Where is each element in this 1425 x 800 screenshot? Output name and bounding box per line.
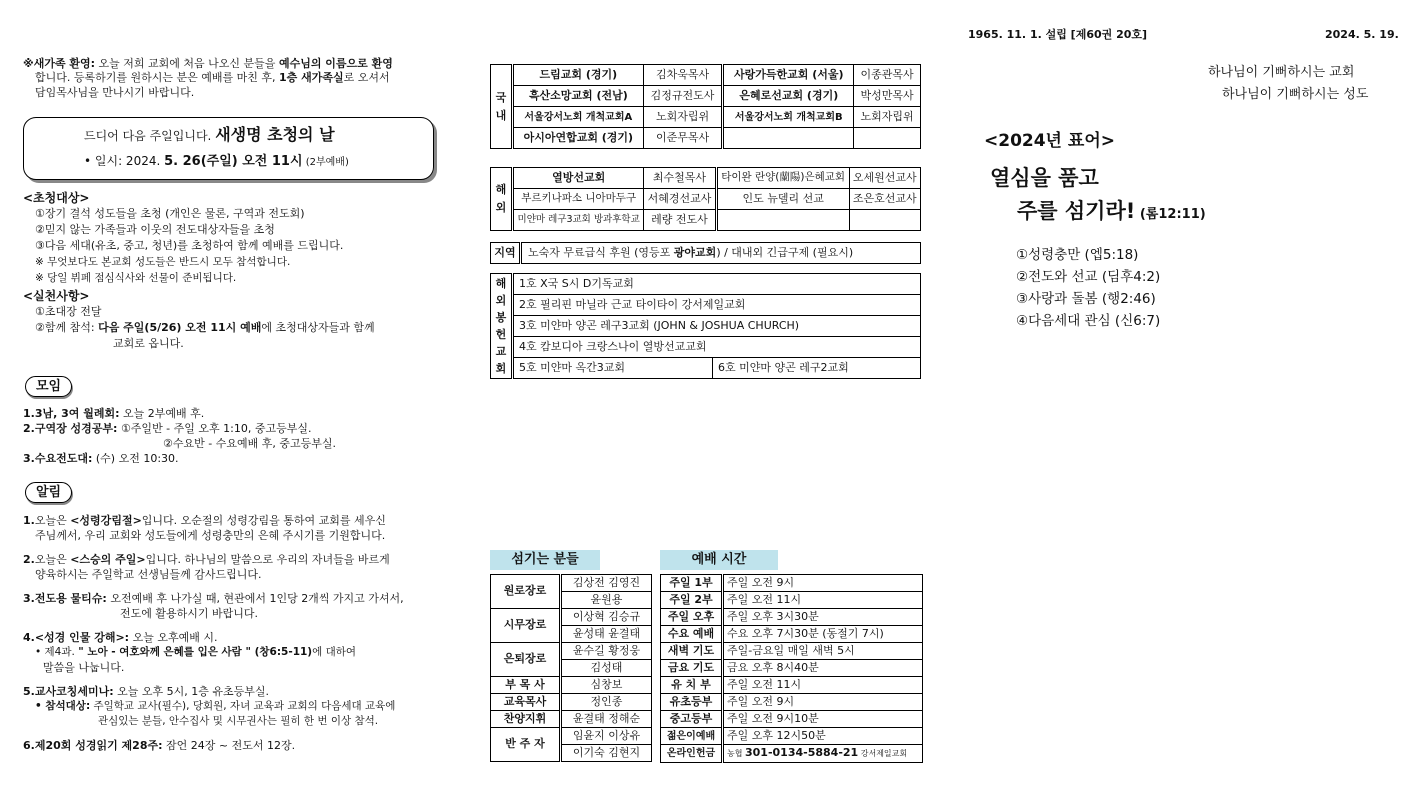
service-name: 주일 2부 — [661, 592, 723, 609]
service-name: 유초등부 — [661, 694, 723, 711]
server-role: 반 주 자 — [491, 728, 561, 762]
motto-point: ①성령충만 (엡5:18) — [1016, 247, 1139, 263]
notice-head: 3.전도용 물티슈: — [23, 592, 107, 605]
planted-row: 5호 미얀마 옥간3교회 — [513, 358, 713, 379]
notice-text: 관심있는 분들, 안수집사 및 시무권사는 필히 한 번 이상 참석. — [98, 715, 379, 727]
welcome-text3: 로 오셔서 — [343, 71, 390, 85]
service-name: 유 치 부 — [661, 677, 723, 694]
slogan-line1: 열심을 품고 — [990, 166, 1099, 190]
notice-bold: • 참석대상: — [35, 700, 91, 712]
server-role: 은퇴장로 — [491, 643, 561, 677]
servers-table — [490, 574, 652, 762]
overseas-missions-table — [490, 167, 921, 231]
motto-point: ③사랑과 돌봄 (행2:46) — [1016, 291, 1156, 307]
region-text: ) / 대내외 긴급구제 (필요시) — [716, 245, 854, 259]
online-offering-label: 온라인헌금 — [661, 745, 723, 763]
mission-cell: 흑산소망교회 (전남) — [513, 86, 644, 107]
notice-bold: " 노아 - 여호와께 은혜를 입은 사람 " (창6:5-11) — [78, 646, 313, 658]
motto-point: ④다음세대 관심 (신6:7) — [1016, 313, 1161, 329]
notice-text: 오늘은 — [34, 553, 71, 566]
welcome-head: ※새가족 환영: — [23, 57, 96, 70]
notice-text: 말씀을 나눕니다. — [43, 661, 125, 674]
meetings-label: 모임 — [25, 376, 72, 397]
service-time: 주일 오전 11시 — [723, 677, 923, 694]
planted-row: 4호 캄보디아 크랑스나이 열방선교교회 — [513, 337, 921, 358]
service-name: 새벽 기도 — [661, 643, 723, 660]
service-name: 젊은이예배 — [661, 728, 723, 745]
meetings-list — [23, 406, 336, 466]
domestic-label: 국 내 — [491, 65, 513, 149]
mission-cell: 타이완 란양(蘭陽)은혜교회 — [716, 168, 849, 189]
server-names: 윤수길 황정웅 — [561, 643, 652, 660]
service-time: 수요 오후 7시30분 (동절기 7시) — [723, 626, 923, 643]
notice-head: 6.제20회 성경읽기 제28주: — [23, 739, 163, 752]
service-time: 금요 오후 8시40분 — [723, 660, 923, 677]
motto-church: 하나님이 기뻐하시는 교회 — [1208, 65, 1355, 80]
worship-title: 예배 시간 — [660, 550, 778, 570]
notice-num: 2. — [23, 553, 35, 566]
region-text: 노숙자 무료급식 후원 (영등포 — [528, 245, 674, 259]
welcome-bold: 예수님의 이름으로 환영 — [278, 57, 393, 70]
server-names: 김상전 김영진 — [561, 575, 652, 592]
server-names: 김성태 — [561, 660, 652, 677]
planted-row: 6호 미얀마 양곤 레구2교회 — [713, 358, 921, 379]
invite-targets — [23, 190, 443, 352]
notice-text: 오늘 오후예배 시. — [129, 631, 218, 644]
planted-row: 2호 필리핀 마닐라 근교 타이타이 강서제일교회 — [513, 295, 921, 316]
welcome-text2: 합니다. 등록하기를 원하시는 분은 예배를 마친 후, — [35, 71, 279, 85]
service-time: 주일 오전 11시 — [723, 592, 923, 609]
targets-heading: <초청대상> — [23, 191, 90, 205]
online-bank: 농협 — [727, 749, 745, 759]
service-time: 주일 오후 3시30분 — [723, 609, 923, 626]
year-motto-title: <2024년 표어> — [984, 131, 1115, 151]
notice-text: 전도에 활용하시기 바랍니다. — [120, 607, 259, 620]
mission-cell: 이종관목사 — [854, 65, 921, 86]
invite-pre: 드디어 다음 주일입니다. — [84, 129, 216, 143]
invite-box — [23, 117, 434, 180]
welcome-text4: 담임목사님을 만나시기 바랍니다. — [35, 85, 195, 99]
online-account-name: 강서제일교회 — [858, 749, 908, 759]
motto-points — [1016, 244, 1160, 332]
notice-text: 오늘은 — [34, 514, 71, 527]
server-names: 윤결태 정해순 — [561, 711, 652, 728]
service-time: 주일 오후 12시50분 — [723, 728, 923, 745]
planted-row: 1호 X국 S시 D기독교회 — [513, 274, 921, 295]
meeting-text: 오늘 2부예배 후. — [119, 407, 205, 420]
service-name: 금요 기도 — [661, 660, 723, 677]
mission-cell — [716, 210, 849, 231]
bulletin-date: 2024. 5. 19. — [1325, 28, 1399, 41]
target-note: ※ 무엇보다도 본교회 성도들은 반드시 모두 참석합니다. — [35, 256, 291, 268]
mission-cell: 노회자립위 — [643, 107, 723, 128]
motto-member: 하나님이 기뻐하시는 성도 — [1222, 87, 1369, 102]
server-names: 정인종 — [561, 694, 652, 711]
server-role: 시무장로 — [491, 609, 561, 643]
notice-bold: <성령강림절> — [70, 514, 142, 527]
server-role: 찬양지휘 — [491, 711, 561, 728]
target-item: ②믿지 않는 가족들과 이웃의 전도대상자들을 초청 — [35, 223, 275, 236]
practice-item: ②함께 참석: — [35, 321, 99, 334]
invite-when-post: (2부예배) — [302, 157, 349, 168]
notices-list — [23, 513, 453, 753]
slogan-ref: (롬12:11) — [1135, 207, 1206, 222]
region-table — [490, 242, 921, 264]
server-role: 부 목 사 — [491, 677, 561, 694]
founding-info: 1965. 11. 1. 설립 [제60권 20호] — [968, 28, 1148, 41]
notice-text: 주일학교 교사(필수), 당회원, 자녀 교육과 교회의 다음세대 교육에 — [90, 700, 396, 712]
server-names: 이상혁 김승규 — [561, 609, 652, 626]
mission-cell: 아시아연합교회 (경기) — [513, 128, 644, 149]
service-name: 주일 오후 — [661, 609, 723, 626]
practice-item: ①초대장 전달 — [35, 305, 102, 318]
service-name: 중고등부 — [661, 711, 723, 728]
notice-text: • 제4과. — [35, 646, 79, 658]
welcome-room: 1층 새가족실 — [279, 71, 344, 85]
mission-cell: 노회자립위 — [854, 107, 921, 128]
meeting-text: (수) 오전 10:30. — [92, 452, 179, 465]
notice-text: 입니다. 오순절의 성령강림을 통하여 교회를 세우신 — [141, 514, 386, 527]
invite-title: 새생명 초청의 날 — [215, 125, 335, 144]
overseas-label: 해 외 — [491, 168, 513, 231]
service-time: 주일 오전 9시 — [723, 694, 923, 711]
region-label: 지역 — [491, 243, 521, 264]
invite-when-pre: • 일시: 2024. — [84, 154, 165, 168]
mission-cell — [849, 210, 920, 231]
notices-label: 알림 — [25, 482, 72, 503]
mission-cell: 이준무목사 — [643, 128, 723, 149]
welcome-text: 오늘 저희 교회에 처음 나오신 분들을 — [95, 57, 279, 70]
mission-cell: 서울강서노회 개척교회A — [513, 107, 644, 128]
mission-cell: 김차욱목사 — [643, 65, 723, 86]
practice-text: 에 초청대상자들과 함께 — [261, 321, 375, 334]
mission-cell: 레량 전도사 — [644, 210, 716, 231]
notice-text: 오늘 오후 5시, 1층 유초등부실. — [113, 685, 269, 698]
mission-cell: 서혜경선교사 — [644, 189, 716, 210]
mission-cell: 드림교회 (경기) — [513, 65, 644, 86]
server-role: 교육목사 — [491, 694, 561, 711]
invite-when: 5. 26(주일) 오전 11시 — [164, 154, 303, 169]
notice-head: 4.<성경 인물 강해>: — [23, 631, 130, 644]
meeting-head: 1.3남, 3여 월례회: — [23, 407, 120, 420]
mission-cell: 최수철목사 — [644, 168, 716, 189]
server-role: 원로장로 — [491, 575, 561, 609]
mission-cell: 열방선교회 — [513, 168, 644, 189]
mission-cell: 박성만목사 — [854, 86, 921, 107]
service-name: 수요 예배 — [661, 626, 723, 643]
planted-row: 3호 미얀마 양곤 레구3교회 (JOHN & JOSHUA CHURCH) — [513, 316, 921, 337]
meeting-head: 3.수요전도대: — [23, 452, 93, 465]
target-item: ③다음 세대(유초, 중고, 청년)를 초청하여 함께 예배를 드립니다. — [35, 239, 344, 252]
notice-text: 양육하시는 주일학교 선생님들께 감사드립니다. — [35, 568, 262, 581]
notice-text: 입니다. 하나님의 말씀으로 우리의 자녀들을 바르게 — [145, 553, 390, 566]
meeting-text: ②수요반 - 수요예배 후, 중고등부실. — [163, 437, 336, 450]
mission-cell: 은혜로선교회 (경기) — [723, 86, 854, 107]
planted-churches-table — [490, 273, 921, 379]
mission-cell: 조은호선교사 — [849, 189, 920, 210]
welcome-notice — [23, 57, 443, 100]
target-note: ※ 당일 뷔페 점심식사와 선물이 준비됩니다. — [35, 272, 237, 284]
mission-cell — [723, 128, 854, 149]
mission-cell: 오세원선교사 — [849, 168, 920, 189]
online-account: 301-0134-5884-21 — [745, 746, 859, 760]
meeting-text: ①주일반 - 주일 오후 1:10, 중고등부실. — [117, 422, 312, 435]
mission-cell: 사랑가득한교회 (서울) — [723, 65, 854, 86]
practice-text2: 교회로 옵니다. — [113, 337, 184, 350]
mission-cell: 미얀마 레구3교회 방과후학교 — [513, 210, 644, 231]
motto-point: ②전도와 선교 (딤후4:2) — [1016, 269, 1161, 285]
practice-bold: 다음 주일(5/26) 오전 11시 예배 — [98, 321, 262, 334]
worship-table — [660, 574, 923, 763]
notice-bold: <스승의 주일> — [70, 553, 146, 566]
mission-cell — [854, 128, 921, 149]
region-church: 광야교회 — [673, 245, 717, 259]
service-name: 주일 1부 — [661, 575, 723, 592]
service-time: 주일-금요일 매일 새벽 5시 — [723, 643, 923, 660]
service-time: 주일 오전 9시10분 — [723, 711, 923, 728]
server-names: 윤성태 윤결태 — [561, 626, 652, 643]
meeting-head: 2.구역장 성경공부: — [23, 422, 118, 435]
mission-cell: 부르키나파소 니아마두구 — [513, 189, 644, 210]
notice-text: 에 대하여 — [312, 646, 357, 658]
server-names: 임윤지 이상유 — [561, 728, 652, 745]
mission-cell: 서울강서노회 개척교회B — [723, 107, 854, 128]
server-names: 이기숙 김현지 — [561, 745, 652, 762]
notice-text: 오전예배 후 나가실 때, 현관에서 1인당 2개씩 가지고 가셔서, — [106, 592, 404, 605]
notice-num: 1. — [23, 514, 35, 527]
domestic-missions-table — [490, 64, 921, 149]
server-names: 윤원용 — [561, 592, 652, 609]
notice-head: 5.교사코칭세미나: — [23, 685, 114, 698]
practice-heading: <실천사항> — [23, 289, 90, 303]
server-names: 심창보 — [561, 677, 652, 694]
service-time: 주일 오전 9시 — [723, 575, 923, 592]
notice-text: 잠언 24장 ~ 전도서 12장. — [162, 739, 296, 752]
mission-cell: 인도 뉴델리 선교 — [716, 189, 849, 210]
target-item: ①장기 결석 성도들을 초청 (개인은 물론, 구역과 전도회) — [35, 207, 305, 220]
slogan-line2: 주를 섬기라! — [1017, 199, 1136, 223]
mission-cell: 김정규전도사 — [643, 86, 723, 107]
notice-text: 주님께서, 우리 교회와 성도들에게 성령충만의 은혜 주시기를 기원합니다. — [35, 529, 386, 542]
servers-title: 섬기는 분들 — [490, 550, 600, 570]
planted-label: 해 외 봉 헌 교 회 — [491, 274, 513, 379]
